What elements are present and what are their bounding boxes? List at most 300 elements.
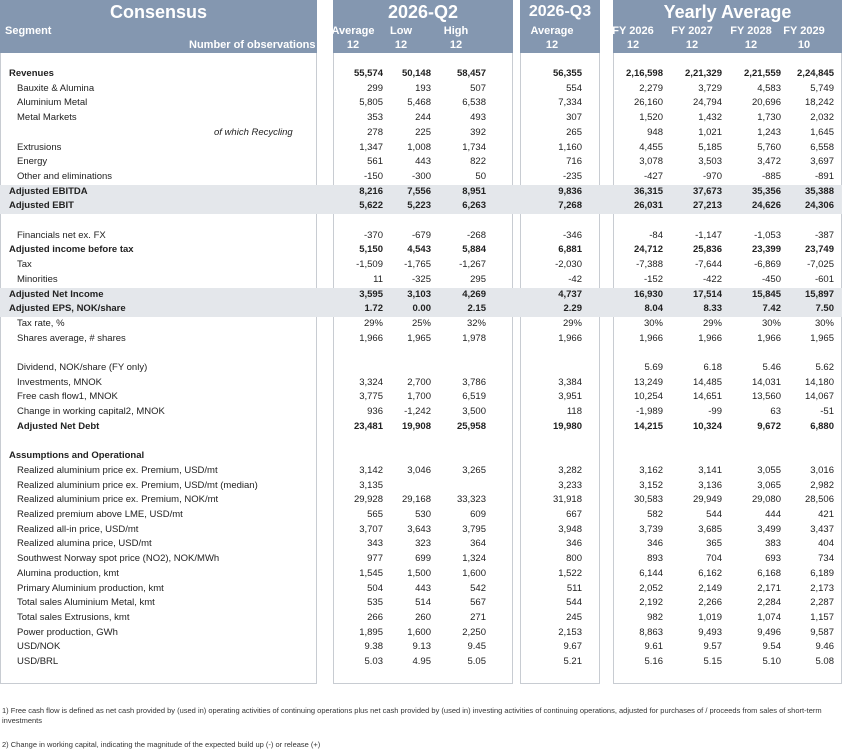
row-label: Realized aluminium price ex. Premium, USD/mt (median) (17, 479, 258, 491)
table-row (0, 199, 842, 214)
row-value: 346 (566, 538, 582, 550)
table-row (0, 96, 842, 111)
column-count-0: 12 (346, 39, 360, 51)
row-value: 2,21,329 (685, 68, 722, 79)
row-value: 2,700 (407, 376, 431, 388)
row-value: 565 (367, 509, 383, 520)
row-value: 30% (761, 317, 781, 329)
row-value: 35,388 (804, 185, 834, 197)
row-label: Shares average, # shares (17, 332, 126, 344)
row-value: -7,025 (807, 259, 834, 271)
row-value: 3,282 (558, 464, 582, 476)
row-value: -42 (568, 273, 582, 285)
row-value: -300 (411, 170, 431, 182)
row-value: 58,457 (456, 68, 486, 79)
row-value: 8,863 (639, 626, 663, 638)
row-value: 55,574 (353, 68, 383, 79)
column-count-5: 12 (685, 39, 699, 51)
row-value: 2,149 (698, 582, 722, 594)
table-row (0, 435, 842, 450)
row-value: 3,739 (639, 523, 663, 535)
row-value: 9.61 (644, 641, 663, 653)
row-value (416, 361, 486, 376)
table-row (0, 537, 842, 552)
row-value: 9.38 (364, 641, 383, 653)
row-value: 29% (702, 317, 722, 329)
row-value: 6,168 (757, 567, 781, 579)
row-value: 3,162 (639, 464, 663, 476)
row-label: Assumptions and Operational (9, 450, 145, 462)
row-value: -7,388 (636, 259, 663, 271)
row-value: -7,644 (695, 259, 722, 271)
row-value: 6,189 (810, 567, 834, 579)
row-value: 6,263 (462, 200, 486, 212)
table-row (0, 626, 842, 641)
row-value: 307 (566, 112, 582, 124)
row-value: 3,141 (698, 464, 722, 476)
row-value: 4.95 (412, 656, 431, 667)
row-value: 1,965 (407, 332, 431, 344)
row-value: -1,765 (404, 259, 431, 271)
row-value: 25,958 (456, 420, 486, 432)
row-value: 504 (367, 582, 383, 594)
row-value: 1,243 (757, 126, 781, 138)
row-value: 8.04 (644, 303, 663, 315)
row-value: 1,324 (462, 553, 486, 565)
row-value: 225 (415, 126, 431, 138)
row-label: Other and eliminations (17, 170, 113, 182)
footnote-1: 1) Free cash flow is defined as net cash provided by (used in) operating activities of continuing operations plus net cash provided by (used in) investing activities of continuing operations, adjusted for purchases of / proceeds from sales of short-term investments (2, 706, 822, 725)
table-row (0, 552, 842, 567)
row-value: -150 (363, 170, 383, 182)
row-value: 561 (367, 156, 383, 168)
table-row (0, 332, 842, 347)
row-value: 364 (470, 538, 486, 550)
row-label: Financials net ex. FX (17, 229, 106, 241)
table-row (0, 317, 842, 332)
row-value: 1,966 (639, 332, 663, 344)
row-value: 27,213 (692, 200, 722, 212)
row-value: 266 (367, 611, 383, 623)
row-value: 24,712 (633, 244, 663, 256)
row-value: 535 (367, 597, 383, 609)
row-value: 542 (470, 582, 486, 594)
table-row (0, 405, 842, 420)
row-value: 14,485 (692, 376, 722, 388)
row-label: Adjusted income before tax (9, 244, 134, 256)
row-value: 3,729 (698, 82, 722, 94)
row-value: 1,157 (810, 611, 834, 623)
table-row (0, 346, 842, 361)
row-value: -346 (562, 229, 582, 241)
row-value: -1,242 (404, 406, 431, 418)
row-value: 3,103 (407, 288, 431, 300)
row-value: 3,503 (698, 156, 722, 168)
row-value: 29,080 (751, 494, 781, 506)
row-value: 29% (562, 317, 582, 329)
row-value: -1,267 (459, 259, 486, 271)
row-value: -6,869 (754, 259, 781, 271)
row-value: 15,845 (751, 288, 781, 300)
row-value: 3,078 (639, 156, 663, 168)
row-value: 30% (814, 317, 834, 329)
row-value: 554 (566, 82, 582, 94)
column-header-1: Low (390, 25, 412, 37)
row-label: Realized aluminium price ex. Premium, USD/mt (17, 464, 218, 476)
row-value: 9,587 (810, 626, 834, 638)
row-value: 1,978 (462, 332, 486, 344)
row-value: 3,055 (757, 464, 781, 476)
row-label: Adjusted EPS, NOK/share (9, 303, 126, 315)
row-value: 3,142 (359, 464, 383, 476)
column-header-3: Average (530, 25, 574, 37)
row-value: 10,254 (633, 391, 663, 403)
row-value: 1,600 (407, 626, 431, 638)
row-value: 1,522 (558, 567, 582, 579)
row-label: Dividend, NOK/share (FY only) (17, 362, 148, 373)
row-value: 893 (647, 553, 663, 565)
row-value: 3,775 (359, 391, 383, 403)
row-value: 8.33 (703, 303, 722, 315)
row-value: 2,279 (639, 82, 663, 94)
row-value: 2,250 (462, 626, 486, 638)
row-value: 2,21,559 (744, 68, 781, 79)
row-label: USD/NOK (17, 641, 61, 653)
table-row (0, 493, 842, 508)
row-value: 544 (706, 509, 722, 520)
row-value: 609 (470, 509, 486, 520)
row-value: 9,496 (757, 626, 781, 638)
row-label: of which Recycling (214, 126, 293, 138)
table-row (0, 611, 842, 626)
row-value: 278 (367, 126, 383, 138)
row-value: 18,242 (804, 97, 834, 109)
row-label: Aluminium Metal (17, 97, 88, 109)
row-value: 5,622 (359, 200, 383, 212)
row-label: Extrusions (17, 141, 62, 153)
row-value: -268 (466, 229, 486, 241)
row-value: 5,805 (359, 97, 383, 109)
row-value: 50,148 (401, 68, 431, 79)
row-value: 4,737 (558, 288, 582, 300)
row-value: 7,334 (558, 97, 582, 109)
row-value: 295 (470, 273, 486, 285)
table-row (0, 126, 842, 141)
row-value: 3,707 (359, 523, 383, 535)
table-row (0, 288, 842, 303)
row-value: 936 (367, 406, 383, 418)
row-value: 6,162 (698, 567, 722, 579)
row-value: 1,019 (698, 611, 722, 623)
row-value: 193 (415, 82, 431, 94)
row-value: 1,500 (407, 567, 431, 579)
row-value: 19,908 (401, 420, 431, 432)
row-value: 16,930 (633, 288, 663, 300)
row-value: 2,266 (698, 597, 722, 609)
row-label: Change in working capital2, MNOK (17, 406, 165, 418)
row-value: -370 (363, 229, 383, 241)
column-header-5: FY 2027 (671, 25, 713, 37)
row-value: 37,673 (692, 185, 722, 197)
row-value: 1,734 (462, 141, 486, 153)
row-value: 567 (470, 597, 486, 609)
row-value: 3,499 (757, 523, 781, 535)
table-row (0, 582, 842, 597)
row-value: 20,696 (751, 97, 781, 109)
row-value: 245 (566, 611, 582, 623)
row-value: 265 (566, 126, 582, 138)
row-value: 23,749 (804, 244, 834, 256)
row-value: -1,509 (356, 259, 383, 271)
row-value: 3,685 (698, 523, 722, 535)
row-value: 1,520 (639, 112, 663, 124)
row-value: 667 (566, 509, 582, 520)
row-value: 2,16,598 (626, 68, 663, 79)
row-value: 5,760 (757, 141, 781, 153)
row-value: 6.18 (703, 362, 722, 373)
row-value: 493 (470, 112, 486, 124)
row-value: 0.00 (412, 303, 431, 315)
row-label: Adjusted Net Income (9, 288, 104, 300)
row-value: 14,651 (692, 391, 722, 403)
row-value: 63 (770, 406, 781, 418)
row-value: -1,989 (636, 406, 663, 418)
column-count-4: 12 (626, 39, 640, 51)
row-value: 392 (470, 126, 486, 138)
row-value: 582 (647, 509, 663, 520)
row-value: 3,324 (359, 376, 383, 388)
row-value: 3,786 (462, 376, 486, 388)
row-value: 24,306 (804, 200, 834, 212)
row-label: Adjusted EBITDA (9, 185, 88, 197)
row-value: 56,355 (552, 68, 582, 79)
column-count-7: 10 (797, 39, 811, 51)
row-value: 383 (765, 538, 781, 550)
row-label: Power production, GWh (17, 626, 118, 638)
row-value: 1,347 (359, 141, 383, 153)
row-value: -99 (708, 406, 722, 418)
row-value: 4,543 (407, 244, 431, 256)
row-value: 9,672 (757, 420, 781, 432)
row-value: 3,152 (639, 479, 663, 491)
row-value: 6,881 (558, 244, 582, 256)
row-value: 3,437 (810, 523, 834, 535)
row-value: -2,030 (555, 259, 582, 271)
q3-title: 2026-Q3 (528, 3, 592, 20)
row-label: Realized premium above LME, USD/mt (17, 509, 183, 520)
row-value: 699 (415, 553, 431, 565)
row-value: 26,160 (633, 97, 663, 109)
row-value: 10,324 (692, 420, 722, 432)
row-label: Metal Markets (17, 112, 77, 124)
row-value: 36,315 (633, 185, 663, 197)
row-value: 14,180 (804, 376, 834, 388)
row-value: 5,185 (698, 141, 722, 153)
table-row (0, 390, 842, 405)
row-value: 17,514 (692, 288, 722, 300)
row-value: 299 (367, 82, 383, 94)
row-value: 244 (415, 112, 431, 124)
row-value: 5.16 (644, 656, 663, 667)
row-value: 3,046 (407, 464, 431, 476)
row-value: 6,519 (462, 391, 486, 403)
row-value: 8,216 (359, 185, 383, 197)
row-value: 1,021 (698, 126, 722, 138)
row-value: 822 (470, 156, 486, 168)
row-label: Total sales Aluminium Metal, kmt (17, 597, 155, 609)
row-value: 1,966 (359, 332, 383, 344)
row-value: 2,173 (810, 582, 834, 594)
row-value: 511 (566, 582, 582, 594)
column-header-2: High (443, 25, 469, 37)
row-value: 9,493 (698, 626, 722, 638)
table-row (0, 464, 842, 479)
row-value: 2,171 (757, 582, 781, 594)
row-label: Adjusted Net Debt (17, 420, 100, 432)
row-value: 5.21 (563, 656, 582, 667)
row-value: 9.46 (815, 641, 834, 653)
row-label: Adjusted EBIT (9, 200, 74, 212)
row-value: 1,966 (698, 332, 722, 344)
row-value: 1,008 (407, 141, 431, 153)
row-value: -970 (702, 170, 722, 182)
row-value: 3,697 (810, 156, 834, 168)
row-value: 4,269 (462, 288, 486, 300)
row-label: Southwest Norway spot price (NO2), NOK/MWh (17, 553, 220, 565)
row-value: 6,880 (810, 420, 834, 432)
row-value: -679 (411, 229, 431, 241)
row-value: 15,897 (804, 288, 834, 300)
row-value: 29,949 (692, 494, 722, 506)
row-value: 14,215 (633, 420, 663, 432)
row-value: 26,031 (633, 200, 663, 212)
row-value (416, 479, 486, 494)
row-value: 50 (475, 170, 486, 182)
q2-title: 2026-Q2 (387, 2, 459, 22)
row-value: 28,506 (804, 494, 834, 506)
row-value: 23,481 (353, 420, 383, 432)
segment-label: Segment (5, 25, 52, 37)
column-count-3: 12 (545, 39, 559, 51)
row-value: 4,583 (757, 82, 781, 94)
row-value: 2,153 (558, 626, 582, 638)
row-value: 260 (415, 611, 431, 623)
row-value: 32% (466, 317, 486, 329)
row-label: Bauxite & Alumina (17, 82, 95, 94)
table-row (0, 229, 842, 244)
row-value: 5.08 (815, 656, 834, 667)
table-row (0, 170, 842, 185)
row-value: 2,052 (639, 582, 663, 594)
row-value: 5,150 (359, 244, 383, 256)
row-value: 544 (566, 597, 582, 609)
row-value: 3,951 (558, 391, 582, 403)
row-value: 13,560 (751, 391, 781, 403)
row-value: 2,284 (757, 597, 781, 609)
row-value: 13,249 (633, 376, 663, 388)
row-value: -885 (761, 170, 781, 182)
row-value: 7.50 (815, 303, 834, 315)
row-value: 1,074 (757, 611, 781, 623)
row-value: -1,053 (754, 229, 781, 241)
row-value: 5.05 (467, 656, 486, 667)
row-value: -891 (814, 170, 834, 182)
table-row (0, 155, 842, 170)
row-value: 5,749 (810, 82, 834, 94)
row-value: 530 (415, 509, 431, 520)
row-value: 3,233 (558, 479, 582, 491)
row-value: 948 (647, 126, 663, 138)
row-value: 507 (470, 82, 486, 94)
row-value: 404 (818, 538, 834, 550)
row-value: 35,356 (751, 185, 781, 197)
row-value: 9.67 (563, 641, 582, 653)
row-value: 443 (415, 582, 431, 594)
row-value: 14,031 (751, 376, 781, 388)
row-value: 9.57 (703, 641, 722, 653)
row-value: 800 (566, 553, 582, 565)
row-value: 444 (765, 509, 781, 520)
row-value: 3,136 (698, 479, 722, 491)
row-value: 5,223 (407, 200, 431, 212)
table-row (0, 258, 842, 273)
row-value: 3,472 (757, 156, 781, 168)
table-row (0, 596, 842, 611)
row-value: 23,399 (751, 244, 781, 256)
row-label: Total sales Extrusions, kmt (17, 611, 130, 623)
table-row (0, 655, 842, 670)
row-value: 1,645 (810, 126, 834, 138)
row-value: 14,067 (804, 391, 834, 403)
row-value: 2.29 (563, 303, 582, 315)
row-label: Free cash flow1, MNOK (17, 391, 118, 403)
table-row (0, 361, 842, 376)
row-value: 6,144 (639, 567, 663, 579)
row-value: 2,982 (810, 479, 834, 491)
row-value: 3,065 (757, 479, 781, 491)
row-value: -427 (643, 170, 663, 182)
row-value: 346 (647, 538, 663, 550)
row-value: 734 (818, 553, 834, 565)
table-row (0, 243, 842, 258)
row-value: -387 (814, 229, 834, 241)
row-value: -51 (820, 406, 834, 418)
row-value (512, 361, 582, 376)
row-value: 5,468 (407, 97, 431, 109)
row-label: Tax (17, 259, 32, 271)
row-label: Realized aluminium price ex. Premium, NOK/mt (17, 494, 219, 506)
row-value: 29,928 (353, 494, 383, 506)
row-value: 2,24,845 (797, 68, 834, 79)
row-value: 353 (367, 112, 383, 124)
row-value: 7,268 (558, 200, 582, 212)
table-row (0, 82, 842, 97)
row-value: 33,323 (456, 494, 486, 506)
row-value: 365 (706, 538, 722, 550)
num-obs-label: Number of observations (189, 39, 316, 51)
row-value: 421 (818, 509, 834, 520)
row-value: 29% (363, 317, 383, 329)
row-value: 1,966 (558, 332, 582, 344)
row-value: 1,965 (810, 332, 834, 344)
row-value: 3,795 (462, 523, 486, 535)
row-label: Primary Aluminium production, kmt (17, 582, 164, 594)
table-row (0, 302, 842, 317)
row-value: 19,980 (552, 420, 582, 432)
row-value: 977 (367, 553, 383, 565)
row-value: 1,895 (359, 626, 383, 638)
row-value: 5.15 (703, 656, 722, 667)
